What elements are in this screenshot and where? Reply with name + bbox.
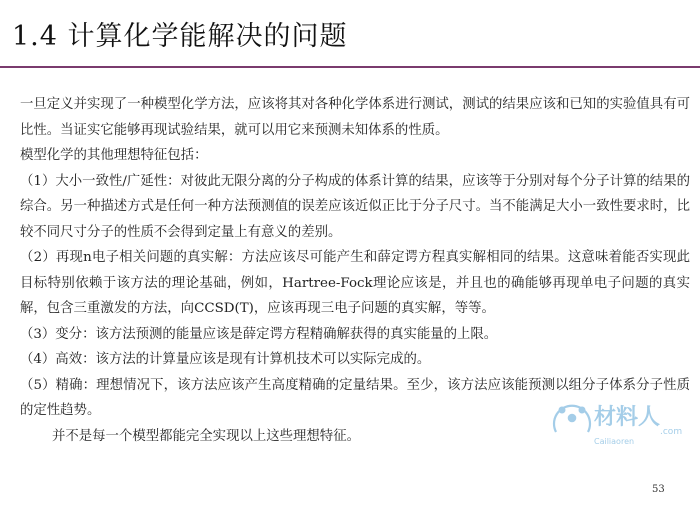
- paragraph-intro: 一旦定义并实现了一种模型化学方法，应该将其对各种化学体系进行测试，测试的结果应该和已知的实验值具有可比性。当证实它能够再现试验结果，就可以用它来预测未知体系的性质。: [20, 97, 690, 138]
- watermark-logo: [548, 392, 688, 448]
- watermark-url: Cailiaoren: [594, 437, 635, 446]
- slide-title: 1.4 计算化学能解决的问题: [12, 21, 348, 52]
- paragraph-exact-solution: （2）再现n电子相关问题的真实解：方法应该尽可能产生和薛定谔方程真实解相同的结果。这意味着能否实现此目标特别依赖于该方法的理论基础，例如，Hartree-Fock理论应该是，并且也的确能够再现单电子问题的真实解，包含三重激发的方法，向CCSD(T)，应该再现三电子问题的真实解，等等。: [20, 250, 690, 316]
- paragraph-features-heading: 模型化学的其他理想特征包括：: [20, 148, 208, 163]
- page-number: 53: [652, 484, 665, 495]
- paragraph-accurate: （5）精确：理想情况下，该方法应该产生高度精确的定量结果。至少，该方法应该能预测以组分子体系分子性质的定性趋势。: [20, 377, 690, 418]
- watermark-site: .com: [660, 427, 683, 437]
- title-divider: [0, 66, 700, 68]
- paragraph-conclusion: 并不是每一个模型都能完全实现以上这些理想特征。: [52, 428, 360, 444]
- paragraph-variational: （3）变分：该方法预测的能量应该是薛定谔方程精确解获得的真实能量的上限。: [20, 326, 498, 342]
- watermark-name: 材料人: [594, 405, 661, 430]
- paragraph-efficient: （4）高效：该方法的计算量应该是现有计算机技术可以实际完成的。: [20, 352, 431, 367]
- paragraph-size-consistency: （1）大小一致性/广延性：对彼此无限分离的分子构成的体系计算的结果，应该等于分别对每个分子计算的结果的综合。另一种描述方式是任何一种方法预测值的误差应该近似正比于分子尺寸。当不能满足大小一致性要求时，比较不同尺寸分子的性质不会得到定量上有意义的差别。: [20, 173, 690, 240]
- atom-icon: [554, 406, 590, 432]
